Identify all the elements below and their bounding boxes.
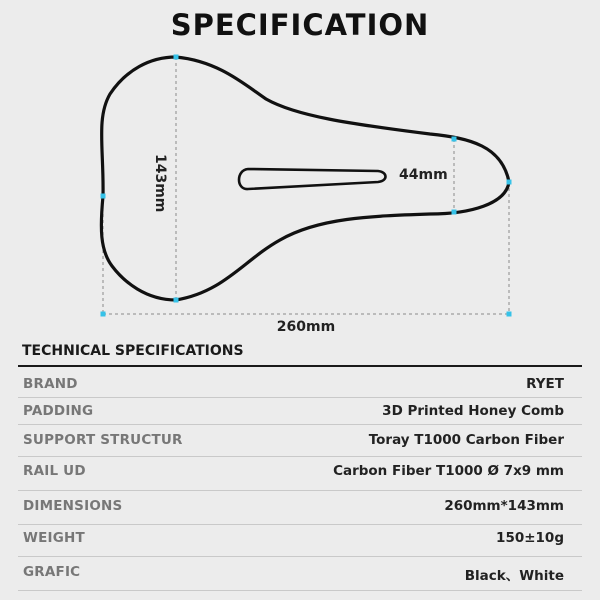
marker-top (174, 55, 179, 60)
spec-value: RYET (526, 376, 564, 392)
spec-value: 3D Printed Honey Comb (382, 403, 564, 419)
spec-value: 260mm*143mm (444, 498, 564, 514)
spec-value: Black、White (464, 568, 564, 584)
spec-row-brand (18, 367, 582, 398)
spec-label: SUPPORT STRUCTUR (23, 432, 183, 448)
spec-row-graphic (18, 556, 582, 591)
spec-value: Carbon Fiber T1000 Ø 7x9 mm (333, 463, 564, 479)
marker-left (101, 194, 106, 199)
spec-label: PADDING (23, 403, 94, 419)
spec-row-rail (18, 456, 582, 491)
spec-label: BRAND (23, 376, 78, 392)
saddle-cutout (239, 169, 386, 189)
length-label: 260mm (276, 319, 336, 335)
nose-width-label: 44mm (399, 167, 448, 183)
marker-nose-top (452, 137, 457, 142)
page-title: SPECIFICATION (170, 8, 430, 42)
spec-value: Toray T1000 Carbon Fiber (368, 432, 564, 448)
spec-row-weight (18, 524, 582, 557)
marker-bottom (174, 298, 179, 303)
marker-right (507, 180, 512, 185)
spec-row-dimensions (18, 490, 582, 525)
spec-label: GRAFIC (23, 564, 81, 580)
marker-length-right (507, 312, 512, 317)
marker-length-left (101, 312, 106, 317)
spec-label: RAIL UD (23, 463, 86, 479)
spec-label: DIMENSIONS (23, 498, 123, 514)
spec-label: WEIGHT (23, 530, 85, 546)
spec-row-padding (18, 397, 582, 425)
spec-value: 150±10g (496, 530, 564, 546)
specs-heading: TECHNICAL SPECIFICATIONS (22, 343, 244, 359)
marker-nose-bottom (452, 210, 457, 215)
width-label: 143mm (152, 154, 168, 213)
spec-row-support-structure (18, 424, 582, 457)
